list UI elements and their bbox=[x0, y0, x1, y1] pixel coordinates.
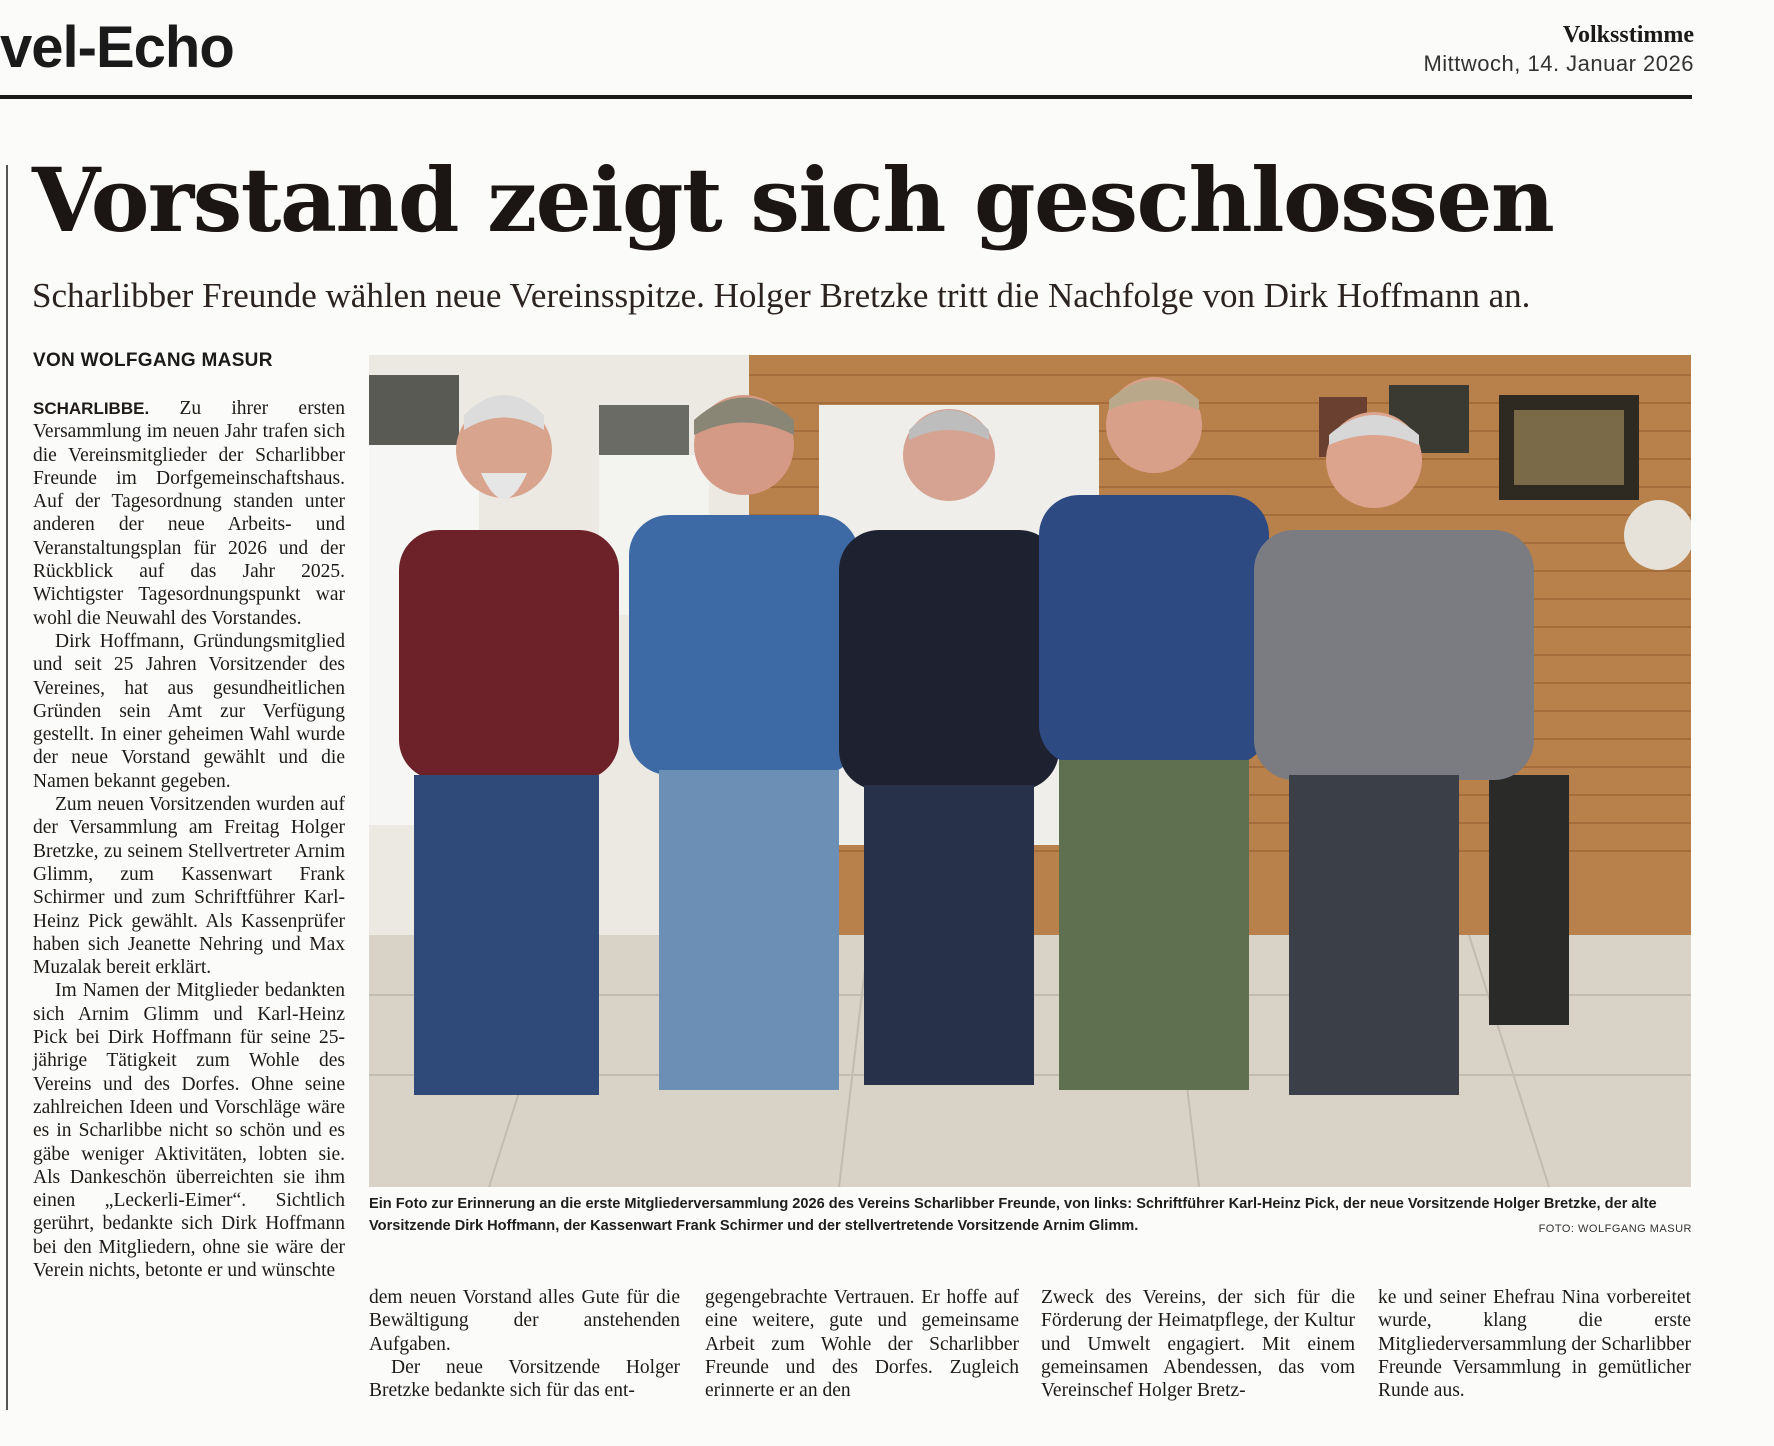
issue-date: Mittwoch, 14. Januar 2026 bbox=[1423, 51, 1694, 76]
paragraph: dem neuen Vorstand alles Gute für die Bewältigung der anstehenden Aufgaben. bbox=[369, 1287, 680, 1355]
paragraph: SCHARLIBBE. Zu ihrer ersten Versammlung im neuen Jahr trafen sich die Vereinsmitglieder der Scharlibber Freunde im Dorfgemeinschaftshaus. Auf der Tagesordnung standen unter anderen der neue Arbeits- und Veranstaltungsplan für 2026 und der Rückblick auf das Jahr 2025. Wichtigster Tagesordnungspunkt war wohl die Neuwahl des Vorstandes. bbox=[33, 398, 345, 629]
photo-caption: Ein Foto zur Erinnerung an die erste Mitgliederversammlung 2026 des Vereins Scharlibber Freunde, von links: Schriftführer Karl-Heinz Pick, der neue Vorsitzende Holger Bretzke, der alte Vorsitzende Dirk Hoffmann, der Kassenwart Frank Schirmer und der stellvertretende Vorsitzende Arnim Glimm. bbox=[369, 1196, 1657, 1234]
page-edge-line bbox=[6, 165, 8, 1410]
text-column-3 bbox=[705, 1286, 1019, 1402]
text-column-2 bbox=[369, 1286, 680, 1402]
paragraph: Zweck des Vereins, der sich für die Förderung der Heimatpflege, der Kultur und Umwelt engagiert. Mit einem gemeinsamen Abendessen, das vom Vereinschef Holger Bretz- bbox=[1041, 1287, 1355, 1402]
text-column-1 bbox=[33, 397, 345, 1282]
headline: Vorstand zeigt sich geschlossen bbox=[32, 148, 1554, 252]
subheadline: Scharlibber Freunde wählen neue Vereinsspitze. Holger Bretzke tritt die Nachfolge von Dirk Hoffmann an. bbox=[32, 276, 1531, 315]
article-photo bbox=[369, 355, 1691, 1187]
masthead-rule bbox=[0, 95, 1692, 99]
byline: VON WOLFGANG MASUR bbox=[33, 350, 273, 371]
newspaper-name: Volksstimme bbox=[1562, 22, 1694, 48]
photo-credit: FOTO: WOLFGANG MASUR bbox=[1538, 1223, 1692, 1235]
masthead-right bbox=[1423, 22, 1694, 77]
dateline: SCHARLIBBE. bbox=[33, 399, 150, 418]
paragraph: Der neue Vorsitzende Holger Bretzke bedankte sich für das ent- bbox=[369, 1356, 680, 1402]
text-column-4 bbox=[1041, 1286, 1355, 1402]
paragraph: Im Namen der Mitglieder bedankten sich Arnim Glimm und Karl-Heinz Pick bei Dirk Hoffmann für seine 25-jährige Tätigkeit zum Wohle des Vereins und des Dorfes. Ohne seine zahlreichen Ideen und Vorschläge wäre es in Scharlibbe nicht so schön und es gäbe weniger Aktivitäten, lobten sie. Als Dankeschön überreichten sie ihm einen „Leckerli-Eimer“. Sichtlich gerührt, bedankte sich Dirk Hoffmann bei den Mitgliedern, ohne sie wäre der Verein nichts, betonte er und wünschte bbox=[33, 980, 345, 1281]
text-column-5 bbox=[1378, 1286, 1691, 1402]
paragraph: gegengebrachte Vertrauen. Er hoffe auf eine weitere, gute und gemeinsame Arbeit zum Wohle der Scharlibber Freunde und des Dorfes. Zugleich erinnerte er an den bbox=[705, 1287, 1019, 1402]
paragraph: Dirk Hoffmann, Gründungsmitglied und seit 25 Jahren Vorsitzender des Vereines, hat aus gesundheitlichen Gründen sein Amt zur Verfügung gestellt. In einer geheimen Wahl wurde der neue Vorstand gewählt und die Namen bekannt gegeben. bbox=[33, 630, 345, 792]
paragraph: ke und seiner Ehefrau Nina vorbereitet wurde, klang die erste Mitgliederversammlung der Scharlibber Freunde Versammlung in gemütlicher Runde aus. bbox=[1378, 1287, 1691, 1402]
section-title: vel-Echo bbox=[0, 15, 234, 80]
paragraph: Zum neuen Vorsitzenden wurden auf der Versammlung am Freitag Holger Bretzke, zu seinem Stellvertreter Arnim Glimm, zum Kassenwart Frank Schirmer und zum Schriftführer Karl-Heinz Pick gewählt. Als Kassenprüfer haben sich Jeanette Nehring und Max Muzalak bereit erklärt. bbox=[33, 794, 345, 979]
